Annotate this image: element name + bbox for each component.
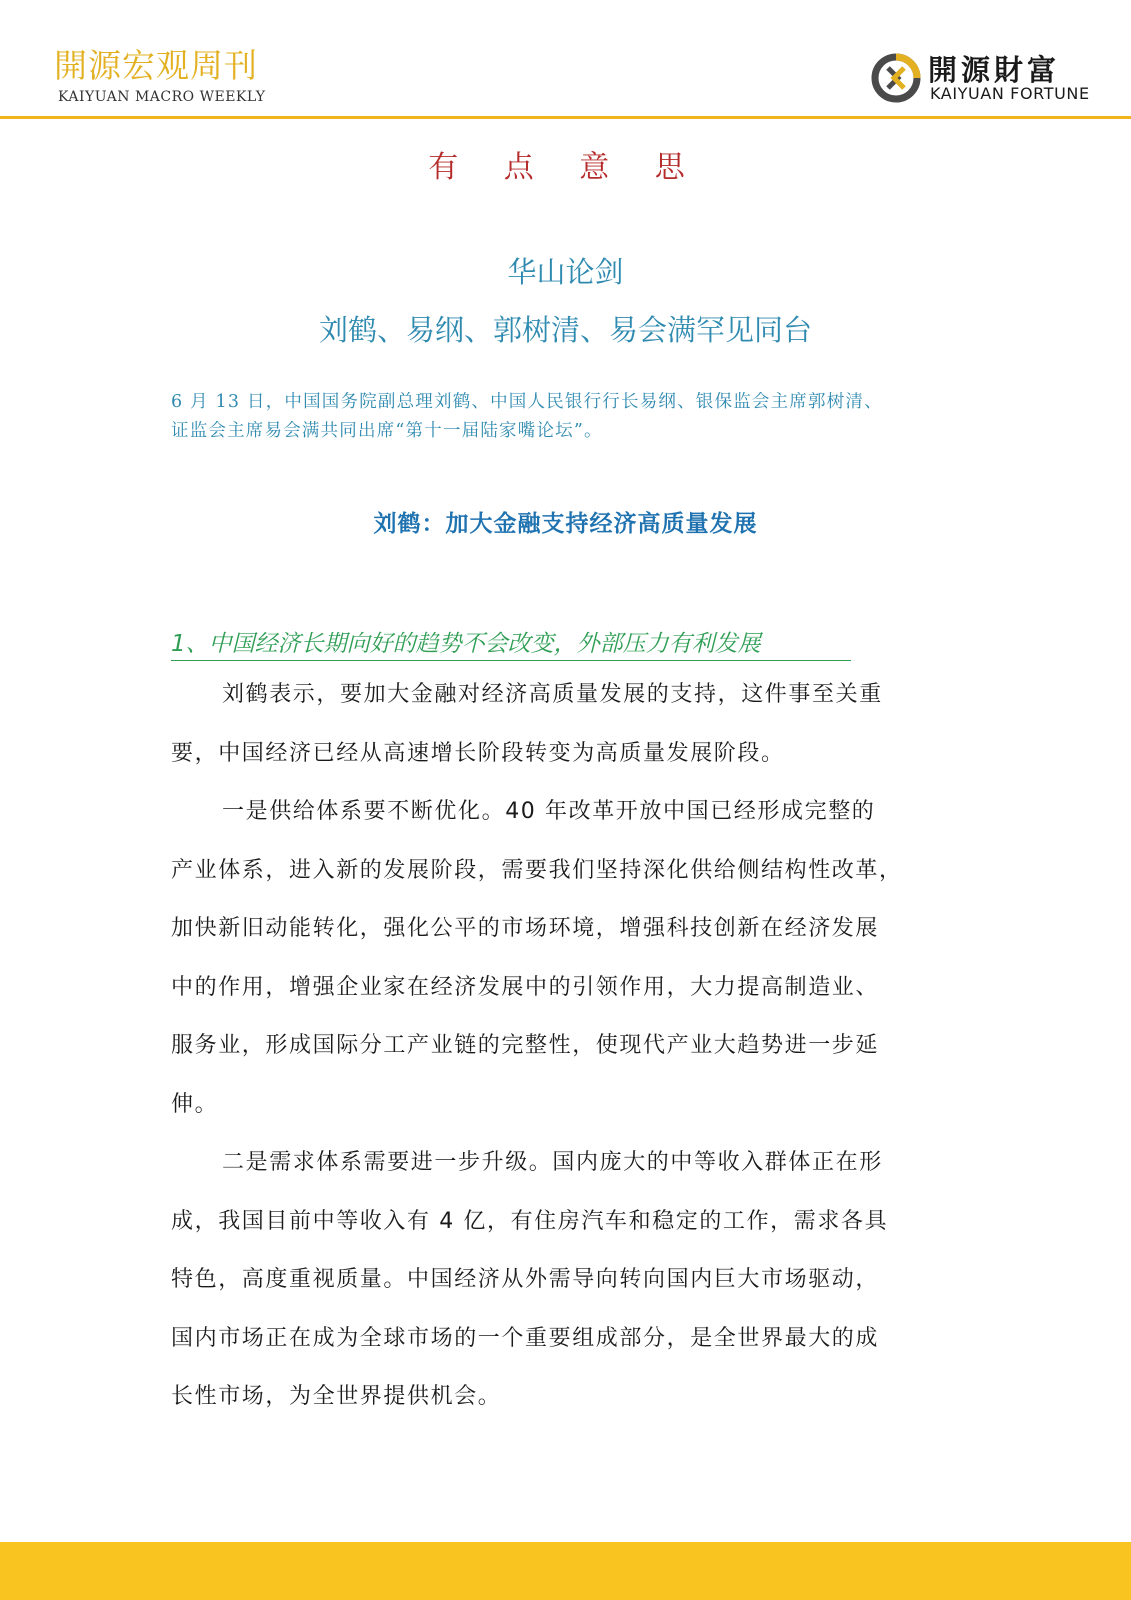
article-body <box>171 666 961 1427</box>
article-title-line2: 刘鹤、易纲、郭树清、易会满罕见同台 <box>318 313 812 347</box>
intro-line: 证监会主席易会满共同出席“第十一届陆家嘴论坛”。 <box>171 421 603 441</box>
body-line: 国内市场正在成为全球市场的一个重要组成部分，是全世界最大的成 <box>171 1325 880 1351</box>
article-title-line1: 华山论剑 <box>507 255 624 289</box>
body-line: 产业体系，进入新的发展阶段，需要我们坚持深化供给侧结构性改革， <box>171 857 903 883</box>
publication-subtitle: KAIYUAN MACRO WEEKLY <box>58 89 266 105</box>
kaiyuan-logo-icon <box>870 52 922 104</box>
section-subheading: 刘鹤：加大金融支持经济高质量发展 <box>373 511 758 537</box>
body-line: 要，中国经济已经从高速增长阶段转变为高质量发展阶段。 <box>171 740 785 766</box>
body-line: 伸。 <box>171 1091 219 1117</box>
logo-tagline: KAIYUAN FORTUNE <box>930 84 1090 103</box>
body-line: 长性市场，为全世界提供机会。 <box>171 1384 502 1409</box>
body-line: 成，我国目前中等收入有 4 亿，有住房汽车和稳定的工作，需求各具 <box>171 1208 889 1234</box>
body-line: 一是供给体系要不断优化。40 年改革开放中国已经形成完整的 <box>222 799 876 824</box>
header-divider <box>0 116 1131 119</box>
body-line: 加快新旧动能转化，强化公平的市场环境，增强科技创新在经济发展 <box>171 916 880 941</box>
page-header <box>0 0 1131 120</box>
point-heading: 1、中国经济长期向好的趋势不会改变，外部压力有利发展 <box>171 625 851 661</box>
body-line: 二是需求体系需要进一步升级。国内庞大的中等收入群体正在形 <box>222 1150 883 1175</box>
body-line: 刘鹤表示，要加大金融对经济高质量发展的支持，这件事至关重 <box>222 682 883 707</box>
intro-line: 6 月 13 日，中国国务院副总理刘鹤、中国人民银行行长易纲、银保监会主席郭树清、 <box>171 392 883 412</box>
intro-paragraph <box>171 388 961 446</box>
section-label: 有 点 意 思 <box>428 150 703 185</box>
body-line: 中的作用，增强企业家在经济发展中的引领作用，大力提高制造业、 <box>171 974 880 1000</box>
body-line: 特色，高度重视质量。中国经济从外需导向转向国内巨大市场驱动， <box>171 1267 880 1292</box>
publication-title: 開源宏观周刊 <box>54 46 258 85</box>
logo-name: 開源財富 <box>928 53 1061 87</box>
footer-band <box>0 1542 1131 1600</box>
body-line: 服务业，形成国际分工产业链的完整性，使现代产业大趋势进一步延 <box>171 1033 880 1058</box>
